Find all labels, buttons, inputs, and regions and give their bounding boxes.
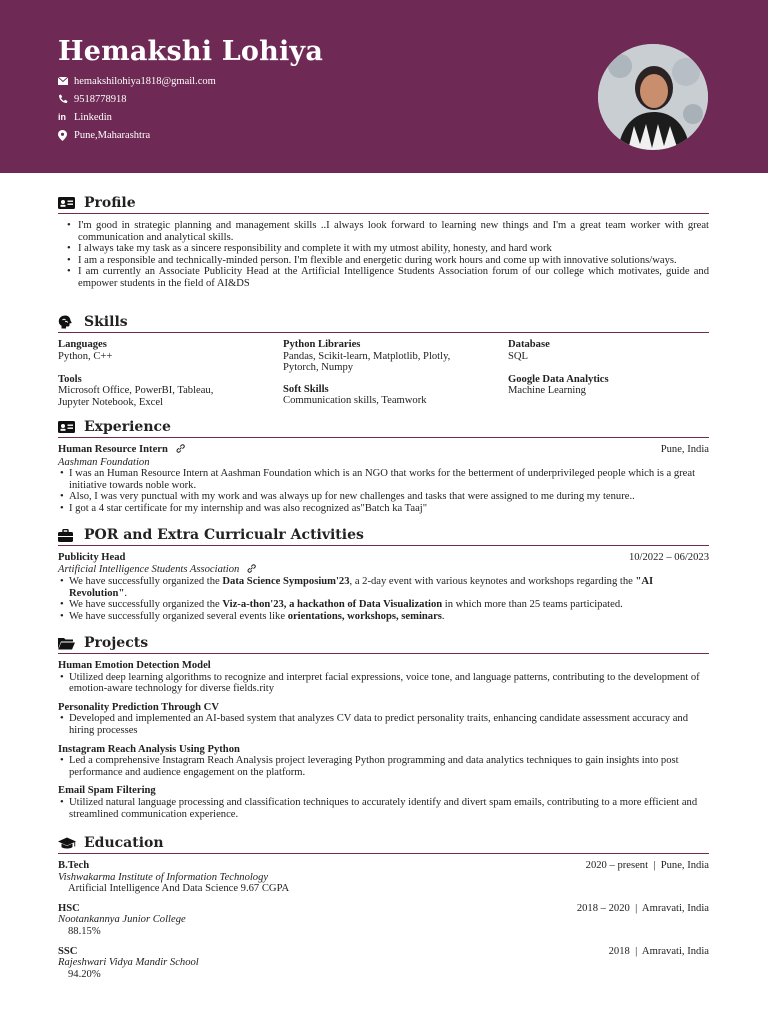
graduation-cap-icon bbox=[58, 837, 84, 850]
education-detail: 88.15% bbox=[68, 925, 101, 937]
education-list bbox=[58, 860, 709, 980]
experience-title: Experience bbox=[84, 419, 171, 435]
education-title: Education bbox=[84, 835, 164, 851]
list-item: • Developed and implemented an AI-based system that analyzes CV data to predict personality traits, enhancing candidate assessment accuracy and hiring processes bbox=[58, 713, 709, 736]
por-role: Publicity Head bbox=[58, 552, 126, 563]
location-pin-icon bbox=[58, 130, 74, 141]
project-title: Instagram Reach Analysis Using Python bbox=[58, 743, 240, 755]
education-heading bbox=[58, 833, 709, 854]
folder-icon bbox=[58, 637, 84, 650]
skill-label: Languages bbox=[58, 339, 107, 350]
contact-linkedin[interactable] bbox=[58, 108, 216, 126]
profile-title: Profile bbox=[84, 195, 136, 211]
degree: HSC bbox=[58, 902, 80, 914]
location-text: Pune,Maharashtra bbox=[74, 129, 151, 141]
skill-value: Microsoft Office, PowerBI, Tableau, Jupyter Notebook, Excel bbox=[58, 385, 214, 408]
profile-section bbox=[58, 193, 709, 290]
skill-group bbox=[508, 374, 709, 409]
list-item: • I was an Human Resource Intern at Aashman Foundation which is an NGO that works for the betterment of underprivileged people which is a great initiative towards noble work. bbox=[58, 468, 709, 491]
job-organization: Aashman Foundation bbox=[58, 456, 150, 468]
projects-heading bbox=[58, 633, 709, 654]
skill-value: SQL bbox=[508, 350, 529, 362]
education-item bbox=[58, 860, 709, 895]
list-item: • Utilized deep learning algorithms to recognize and interpret facial expressions, voice tone, and language patterns, contributing to the development of emotion-aware technology for diverse fields.rity bbox=[58, 672, 709, 695]
list-item: • I am currently an Associate Publicity Head at the Artificial Intelligence Students Association forum of our college which motivates, guide and empower students in the field of AI&DS bbox=[58, 266, 709, 289]
list-item: • I'm good in strategic planning and management skills ..I always look forward to learning new things and I'm a great team worker with great communication and analytical skills. bbox=[58, 220, 709, 243]
profile-heading bbox=[58, 193, 709, 214]
skill-label: Database bbox=[508, 339, 550, 350]
skill-group bbox=[58, 374, 283, 409]
skills-section bbox=[58, 312, 709, 419]
id-card-icon bbox=[58, 421, 84, 433]
list-item: • We have successfully organized the Viz-a-thon'23, a hackathon of Data Visualization in which more than 25 teams participated. bbox=[58, 599, 709, 611]
education-detail: 94.20% bbox=[68, 968, 101, 980]
skills-title: Skills bbox=[84, 314, 128, 330]
project-item bbox=[58, 785, 709, 820]
contact-email[interactable] bbox=[58, 72, 216, 90]
profile-list bbox=[58, 220, 709, 290]
brain-icon bbox=[58, 315, 84, 329]
list-item: • We have successfully organized several events like orientations, workshops, seminars. bbox=[58, 611, 709, 623]
por-title: POR and Extra Curricualr Activities bbox=[84, 527, 364, 543]
project-title: Email Spam Filtering bbox=[58, 785, 156, 797]
phone-icon bbox=[58, 94, 74, 104]
skill-label: Python Libraries bbox=[283, 339, 361, 350]
school-name: Nootankannya Junior College bbox=[58, 914, 186, 926]
project-item bbox=[58, 660, 709, 695]
profile-photo bbox=[598, 44, 708, 150]
projects-title: Projects bbox=[84, 635, 149, 651]
experience-entry bbox=[58, 444, 709, 515]
phone-text: 9518778918 bbox=[74, 93, 127, 105]
por-heading bbox=[58, 525, 709, 546]
linkedin-text: Linkedin bbox=[74, 111, 112, 123]
email-icon bbox=[58, 77, 74, 85]
project-item bbox=[58, 744, 709, 779]
skill-group bbox=[58, 339, 283, 374]
briefcase-icon bbox=[58, 529, 84, 542]
education-detail: Artificial Intelligence And Data Science 9.67 CGPA bbox=[68, 883, 290, 895]
link-icon[interactable] bbox=[247, 564, 256, 577]
skill-group bbox=[283, 339, 508, 374]
por-dates: 10/2022 – 06/2023 bbox=[628, 552, 709, 563]
skill-value: Python, C++ bbox=[58, 350, 113, 362]
project-title: Personality Prediction Through CV bbox=[58, 701, 219, 713]
education-meta: 2018 – 2020 | Amravati, India bbox=[576, 902, 709, 914]
degree: B.Tech bbox=[58, 860, 90, 871]
experience-list bbox=[58, 468, 709, 514]
por-list bbox=[58, 576, 709, 622]
education-item bbox=[58, 903, 709, 938]
job-location: Pune, India bbox=[660, 444, 709, 455]
skill-group bbox=[508, 339, 709, 374]
skill-value: Pandas, Scikit-learn, Matplotlib, Plotly, Pytorch, Numpy bbox=[283, 350, 451, 374]
linkedin-icon: in bbox=[58, 112, 66, 122]
link-icon[interactable] bbox=[176, 444, 185, 457]
education-item bbox=[58, 946, 709, 981]
degree: SSC bbox=[58, 945, 78, 957]
candidate-name: Hemakshi Lohiya bbox=[58, 36, 324, 67]
id-card-icon bbox=[58, 197, 84, 209]
education-section bbox=[58, 833, 709, 980]
projects-list bbox=[58, 660, 709, 820]
skill-label: Soft Skills bbox=[283, 383, 329, 395]
experience-section bbox=[58, 417, 709, 515]
resume-header bbox=[0, 0, 768, 173]
skill-group bbox=[283, 384, 508, 409]
job-role: Human Resource Intern bbox=[58, 444, 168, 455]
por-entry bbox=[58, 552, 709, 623]
skill-label: Google Data Analytics bbox=[508, 373, 609, 385]
list-item: • I got a 4 star certificate for my internship and was also recognized as"Batch ka Taaj" bbox=[58, 503, 709, 515]
list-item: • We have successfully organized the Data Science Symposium'23, a 2-day event with various keynotes and workshops regarding the "AI Revolution". bbox=[58, 576, 709, 599]
list-item: • Utilized natural language processing and classification techniques to accurately identify and divert spam emails, contributing to a more efficient and streamlined communication experience. bbox=[58, 797, 709, 820]
project-item bbox=[58, 702, 709, 737]
education-meta: 2018 | Amravati, India bbox=[608, 945, 709, 957]
contact-location bbox=[58, 126, 216, 144]
skills-heading bbox=[58, 312, 709, 333]
list-item: • I am a responsible and technically-minded person. I'm flexible and energetic during work hours and come up with innovative solutions/ways. bbox=[58, 255, 709, 267]
school-name: Rajeshwari Vidya Mandir School bbox=[58, 957, 199, 969]
por-section bbox=[58, 525, 709, 623]
list-item: • Also, I was very punctual with my work and was always up for new challenges and tasks that were assigned to me during my tenure.. bbox=[58, 491, 709, 503]
skill-value: Machine Learning bbox=[508, 385, 586, 397]
experience-heading bbox=[58, 417, 709, 438]
project-title: Human Emotion Detection Model bbox=[58, 660, 211, 671]
list-item: • I always take my task as a sincere responsibility and complete it with my utmost ability, honesty, and hard work bbox=[58, 243, 709, 255]
list-item: • Led a comprehensive Instagram Reach Analysis project leveraging Python programming and data analytics techniques to gain insights into post performance and audience engagement on the platform. bbox=[58, 755, 709, 778]
skill-label: Tools bbox=[58, 373, 82, 385]
contact-phone[interactable] bbox=[58, 90, 216, 108]
contact-list bbox=[58, 72, 216, 144]
skills-grid bbox=[58, 339, 709, 419]
skill-value: Communication skills, Teamwork bbox=[283, 395, 427, 407]
por-organization: Artificial Intelligence Students Association bbox=[58, 563, 240, 575]
education-meta: 2020 – present | Pune, India bbox=[585, 860, 709, 871]
projects-section bbox=[58, 633, 709, 820]
school-name: Vishwakarma Institute of Information Technology bbox=[58, 871, 269, 883]
email-text: hemakshilohiya1818@gmail.com bbox=[74, 75, 216, 87]
